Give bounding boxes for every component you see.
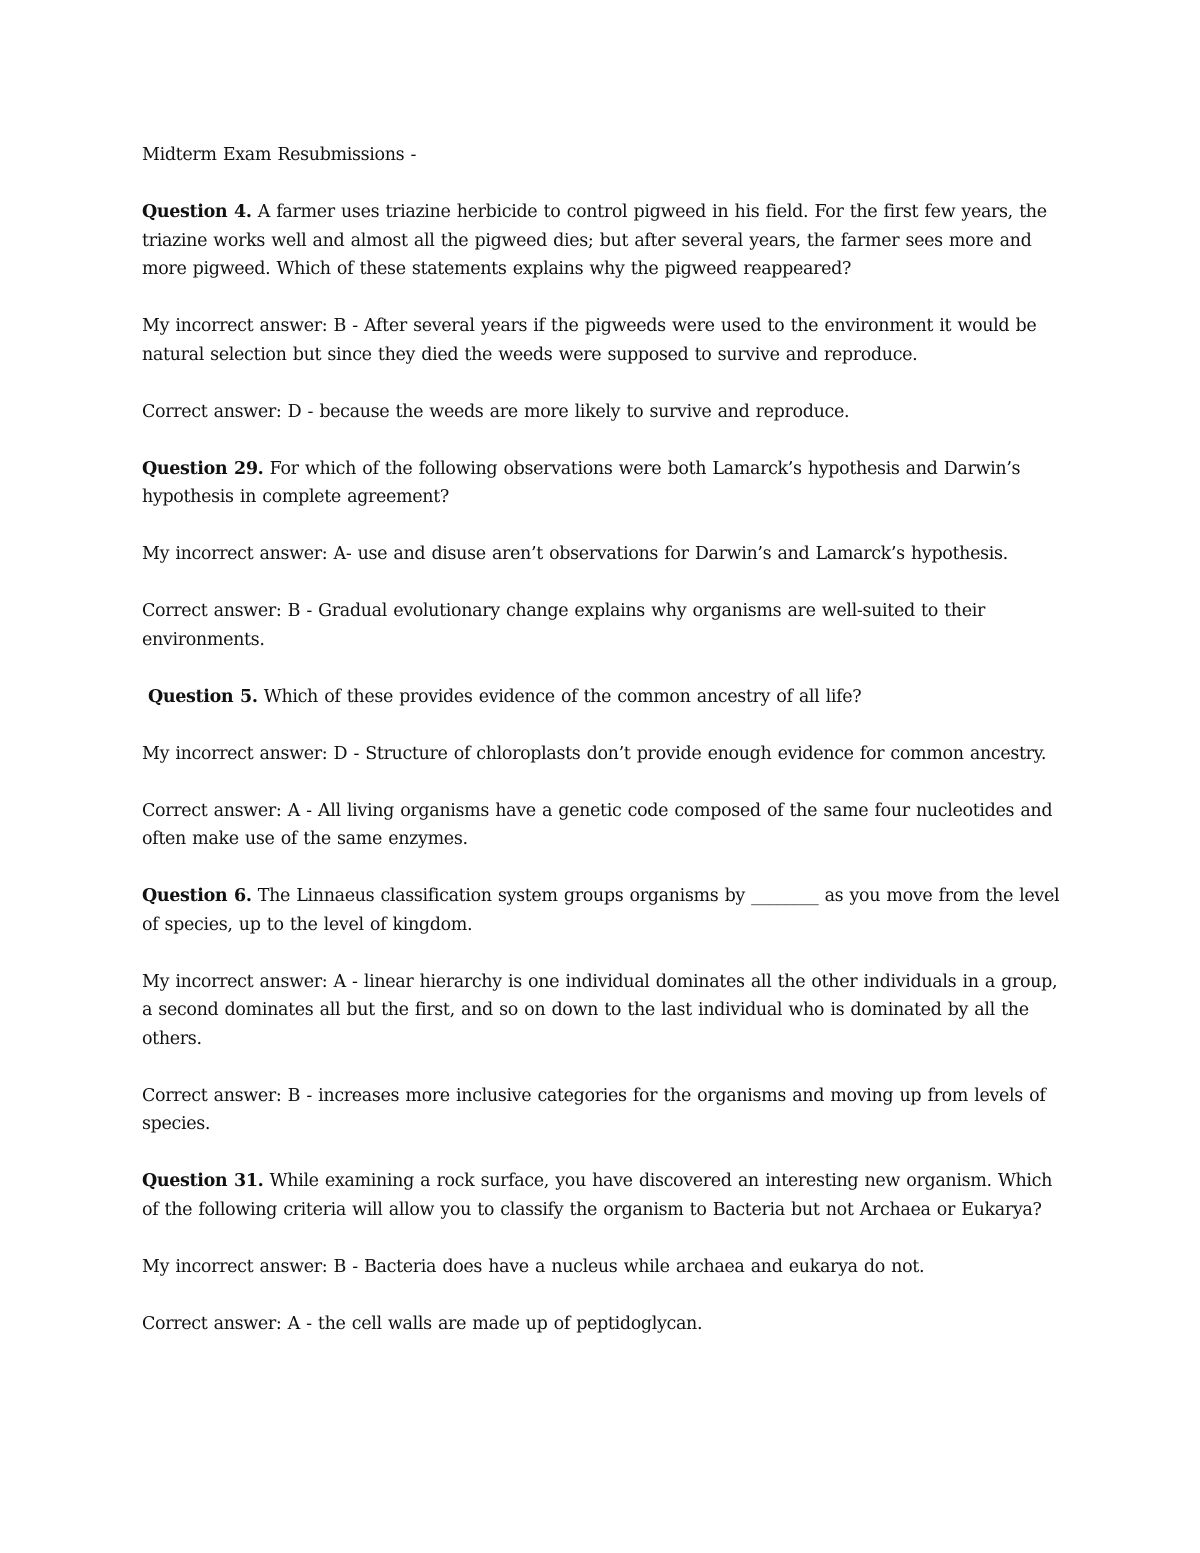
question-label: Question 31.	[142, 1171, 264, 1191]
question-6-correct-answer: Correct answer: B - increases more inclusive categories for the organisms and moving up from levels of species.	[142, 1085, 1046, 1134]
question-text: While examining a rock surface, you have discovered an interesting new organism. Which of the following criteria will allow you to classify the organism to Bacteria but not Archaea or Eukarya?	[142, 1171, 1053, 1220]
question-31-incorrect-answer: My incorrect answer: B - Bacteria does have a nucleus while archaea and eukarya do not.	[142, 1256, 925, 1277]
question-text: Which of these provides evidence of the common ancestry of all life?	[257, 686, 862, 707]
question-label: Question 5.	[148, 686, 258, 707]
document-body	[142, 141, 1062, 1367]
question-6-prompt	[142, 882, 1062, 939]
question-29-incorrect-answer: My incorrect answer: A- use and disuse aren’t observations for Darwin’s and Lamarck’s hypothesis.	[142, 544, 1008, 564]
question-label: Question 29.	[142, 458, 264, 479]
question-5-correct-answer: Correct answer: A - All living organisms have a genetic code composed of the same four nucleotides and often make use of the same enzymes.	[142, 800, 1053, 849]
question-label: Question 4.	[142, 202, 252, 222]
question-29-correct-answer: Correct answer: B - Gradual evolutionary change explains why organisms are well-suited to their environments.	[142, 601, 985, 650]
question-5-incorrect-answer: My incorrect answer: D - Structure of chloroplasts don’t provide enough evidence for common ancestry.	[142, 743, 1047, 764]
document-title: Midterm Exam Resubmissions -	[142, 145, 417, 165]
question-4-prompt	[142, 198, 1062, 284]
question-31-correct-answer: Correct answer: A - the cell walls are made up of peptidoglycan.	[142, 1313, 703, 1334]
question-6-incorrect-answer: My incorrect answer: A - linear hierarchy is one individual dominates all the other individuals in a group, a second dominates all but the first, and so on down to the last individual who is dominated by all the others.	[142, 971, 1058, 1049]
question-4-correct-answer: Correct answer: D - because the weeds are more likely to survive and reproduce.	[142, 401, 850, 422]
question-5-prompt	[142, 683, 1062, 712]
question-label: Question 6.	[142, 886, 252, 906]
question-29-prompt	[142, 455, 1062, 512]
question-text: A farmer uses triazine herbicide to control pigweed in his field. For the first few years, the triazine works well and almost all the pigweed dies; but after several years, the farmer sees more and more pigweed. Which of these statements explains why the pigweed reappeared?	[142, 202, 1047, 279]
question-text: For which of the following observations were both Lamarck’s hypothesis and Darwin’s hypothesis in complete agreement?	[142, 458, 1021, 507]
question-31-prompt	[142, 1167, 1062, 1224]
question-text: The Linnaeus classification system groups organisms by ________ as you move from the level of species, up to the level of kingdom.	[142, 886, 1060, 935]
question-4-incorrect-answer: My incorrect answer: B - After several years if the pigweeds were used to the environment it would be natural selection but since they died the weeds were supposed to survive and reproduce.	[142, 316, 1037, 365]
